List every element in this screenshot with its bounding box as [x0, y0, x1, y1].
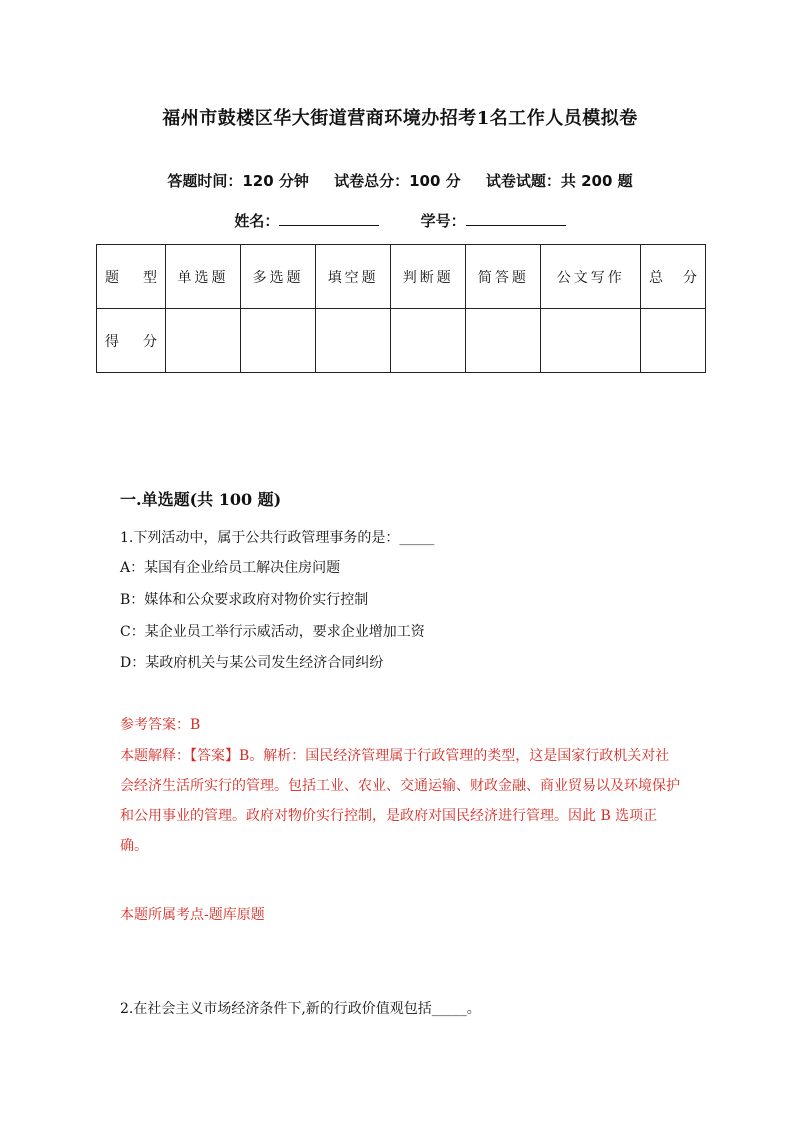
name-blank[interactable]: [279, 211, 379, 226]
document-title: 福州市鼓楼区华大街道营商环境办招考1名工作人员模拟卷: [162, 108, 638, 129]
question-1-option-c: C：某企业员工举行示威活动，要求企业增加工资: [120, 624, 425, 640]
student-id-label: 学号：: [420, 212, 466, 230]
student-id-blank[interactable]: [466, 211, 566, 226]
score-cell[interactable]: [541, 309, 641, 373]
question-1-answer: 参考答案：B: [120, 717, 201, 733]
score-cell[interactable]: [466, 309, 541, 373]
label-char: 总: [649, 269, 664, 286]
section-heading: 一.单选题(共 100 题): [120, 490, 282, 509]
student-info: [0, 210, 800, 231]
exam-question-count: 试卷试题：共 200 题: [485, 172, 633, 190]
score-table-cell: 填空题: [316, 245, 391, 309]
question-1-option-b: B：媒体和公众要求政府对物价实行控制: [120, 592, 369, 608]
label-char: 型: [143, 269, 157, 286]
label-char: 分: [683, 269, 697, 286]
score-table-cell: [641, 245, 706, 309]
exam-total-score: 试卷总分：100 分: [334, 172, 461, 190]
label-char: 得: [105, 333, 119, 350]
score-table: [96, 244, 706, 373]
row-label-question-type: [97, 267, 165, 287]
question-1-stem: 1.下列活动中，属于公共行政管理事务的是：_____: [120, 530, 435, 546]
score-table-cell: 单选题: [166, 245, 241, 309]
score-table-cell: [97, 309, 166, 373]
score-cell[interactable]: [316, 309, 391, 373]
score-table-cell: 判断题: [391, 245, 466, 309]
score-table-cell: 简答题: [466, 245, 541, 309]
student-id-field: [421, 212, 566, 230]
score-table-header-row: [97, 245, 706, 309]
exam-meta: [0, 170, 800, 191]
score-table-cell: [97, 245, 166, 309]
score-cell[interactable]: [241, 309, 316, 373]
question-1-explanation: 本题解释：【答案】B。解析：国民经济管理属于行政管理的类型，这是国家行政机关对社会经济生活所实行的管理。包括工业、农业、交通运输、财政金融、商业贸易以及环境保护和公用事业的管理。政府对物价实行控制，是政府对国民经济进行管理。因此 B 选项正确。: [120, 748, 680, 854]
score-table-cell: 多选题: [241, 245, 316, 309]
score-table-cell: 公文写作: [541, 245, 641, 309]
score-cell[interactable]: [641, 309, 706, 373]
score-table-score-row: [97, 309, 706, 373]
row-label-score: [97, 331, 165, 351]
question-2-stem: 2.在社会主义市场经济条件下,新的行政价值观包括_____。: [120, 1001, 481, 1017]
total-label: [641, 267, 705, 287]
question-1-option-a: A：某国有企业给员工解决住房问题: [120, 560, 341, 576]
exam-time: 答题时间：120 分钟: [167, 172, 309, 190]
label-char: 分: [143, 333, 157, 350]
score-cell[interactable]: [391, 309, 466, 373]
name-label: 姓名：: [234, 212, 280, 230]
question-1-option-d: D：某政府机关与某公司发生经济合同纠纷: [120, 655, 384, 671]
name-field: [234, 212, 384, 230]
label-char: 题: [105, 269, 119, 286]
score-cell[interactable]: [166, 309, 241, 373]
question-1-source: 本题所属考点-题库原题: [120, 907, 265, 923]
